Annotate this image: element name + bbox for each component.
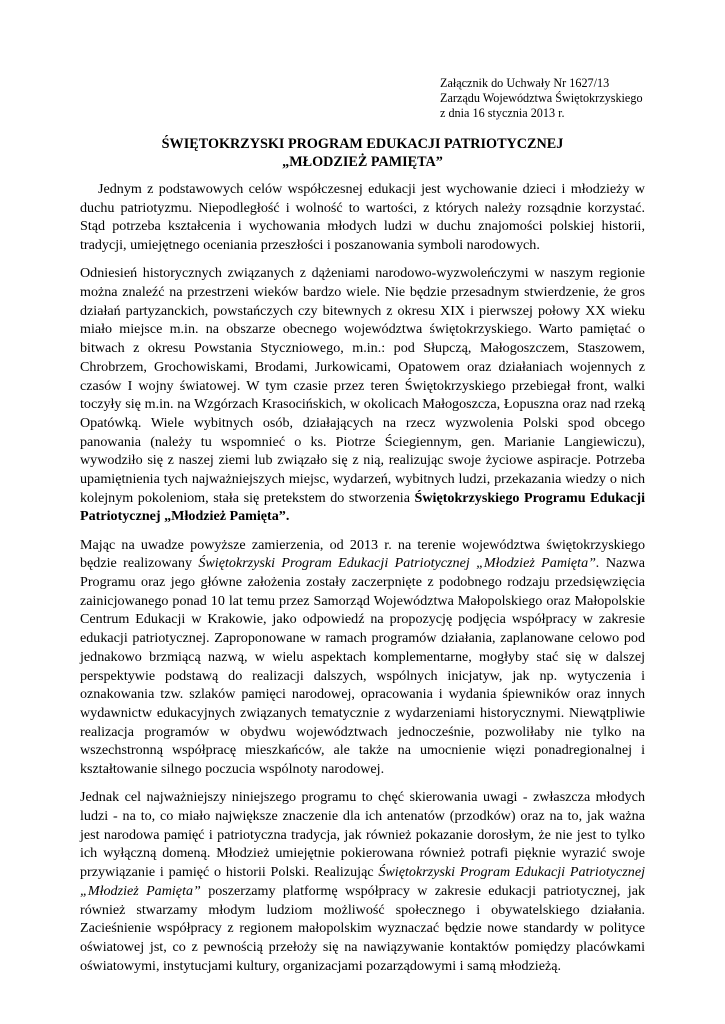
paragraph-implementation xyxy=(80,536,645,779)
annex-board-name: Zarządu Województwa Świętokrzyskiego xyxy=(440,91,643,105)
annex-date: z dnia 16 stycznia 2013 r. xyxy=(440,106,565,120)
paragraph-implementation-intro: Mając na uwadze powyższe zamierzenia, od 2013 r. na terenie województwa świętokrzyskiego będzie realizowany xyxy=(80,536,645,572)
document-title xyxy=(80,135,645,171)
title-line-program: ŚWIĘTOKRZYSKI PROGRAM EDUKACJI PATRIOTYCZNEJ xyxy=(161,136,564,152)
paragraph-history xyxy=(80,264,645,526)
paragraph-history-text: Odniesień historycznych związanych z dążeniami narodowo-wyzwoleńczymi w naszym regionie można znaleźć na przestrzeni wieków bardzo wiele. Nie będzie przesadnym stwierdzenie, że gros działań partyzanckich, powstańczych czy bitewnych z okresu XIX i pierwszej połowy XX wieku miało miejsce m.in. na obszarze obecnego województwa świętokrzyskiego. Warto pamiętać o bitwach z okresu Powstania Styczniowego, m.in.: pod Słupczą, Małogoszczem, Staszowem, Chrobrzem, Grochowiskami, Brodami, Jurkowicami, Opatowem oraz działaniach wojennych z czasów I wojny światowej. W tym czasie przez teren Świętokrzyskiego przebiegał front, walki toczyły się m.in. na Wzgórzach Krasocińskich, w okolicach Małogoszcza, Łopuszna oraz nad rzeką Opatówką. Wiele wybitnych osób, działających na rzecz wyzwolenia Polski spod obcego panowania (należy tu wspomnieć o ks. Piotrze Ściegiennym, gen. Marianie Langiewiczu), wywodziło się z naszej ziemi lub związało się z nią, realizując swoje życiowe aspiracje. Potrzeba upamiętnienia tych najważniejszych miejsc, wydarzeń, wybitnych ludzi, przekazania wiedzy o nich kolejnym pokoleniom, stała się pretekstem do stworzenia xyxy=(80,265,645,506)
paragraph-goal-intro: Jednak cel najważniejszy niniejszego programu to chęć skierowania uwagi - zwłaszcza młodych ludzi - na to, co miało największe znaczenie dla ich antenatów (przodków) oraz na to, jak ważna jest narodowa pamięć i patriotyczna tradycja, jak również pokazanie dorosłym, że nie jest to tylko ich wyłączną domeną. Młodzież umiejętnie pokierowana również potrafi pięknie wyrazić swoje przywiązanie i pamięć o historii Polski. Realizując xyxy=(80,789,645,881)
title-line-name: „MŁODZIEŻ PAMIĘTA” xyxy=(282,154,443,170)
paragraph-implementation-program-name: Świętokrzyski Program Edukacji Patriotycznej „Młodzież Pamięta”. xyxy=(198,555,600,572)
annex-header xyxy=(440,76,710,121)
paragraph-implementation-text: Nazwa Programu oraz jego główne założenia zostały zaczerpnięte z podobnego rodzaju przedsięwzięcia zainicjowanego ponad 10 lat temu przez Samorząd Województwa Małopolskiego oraz Małopolskie Centrum Edukacji w Krakowie, jako odpowiedź na propozycję podjęcia współpracy w zakresie edukacji patriotycznej. Zaproponowane w ramach programów działania, zaplanowane celowo pod jednakowo brzmiącą nazwą, w wielu aspektach komplementarne, mogłyby stać się w dalszej perspektywie podstawą do realizacji dalszych, wspólnych inicjatyw, jak np. wytyczenia i oznakowania tzw. szlaków pamięci narodowej, opracowania i wydania śpiewników oraz innych wydawnictw edukacyjnych związanych tematycznie z wydarzeniami historycznymi. Niewątpliwie realizacja programów w obydwu województwach jednocześnie, pozwoliłaby nie tylko na wszechstronną współpracę mieszkańców, ale także na umocnienie więzi ponadregionalnej i kształtowanie silnego poczucia wspólnoty narodowej. xyxy=(80,555,645,778)
paragraph-history-program-name: Świętokrzyskiego Programu Edukacji Patriotycznej „Młodzież Pamięta”. xyxy=(80,489,645,525)
document-body xyxy=(80,180,645,985)
paragraph-goal xyxy=(80,788,645,975)
paragraph-goal-text: poszerzamy platformę współpracy w zakresie edukacji patriotycznej, jak również stwarzamy młodym ludziom możliwość społecznego i obywatelskiego działania. Zacieśnienie współpracy z regionem małopolskim wyznaczać będzie nowe standardy w polityce oświatowej jst, co z pewnością przełoży się na nawiązywanie kontaktów pomiędzy placówkami oświatowymi, instytucjami kultury, organizacjami pozarządowymi i samą młodzieżą. xyxy=(80,882,645,974)
paragraph-goal-program-name: Świętokrzyski Program Edukacji Patriotycznej „Młodzież Pamięta” xyxy=(80,864,646,899)
annex-resolution-number: Załącznik do Uchwały Nr 1627/13 xyxy=(440,76,610,90)
paragraph-introduction: Jednym z podstawowych celów współczesnej edukacji jest wychowanie dzieci i młodzieży w duchu patriotyzmu. Niepodległość i wolność to wartości, z których należy rozsądnie korzystać. Stąd potrzeba kształcenia i wychowania młodych ludzi w duchu znajomości polskiej historii, tradycji, umiejętnego oceniania przeszłości i poszanowania symboli narodowych. xyxy=(80,181,645,254)
